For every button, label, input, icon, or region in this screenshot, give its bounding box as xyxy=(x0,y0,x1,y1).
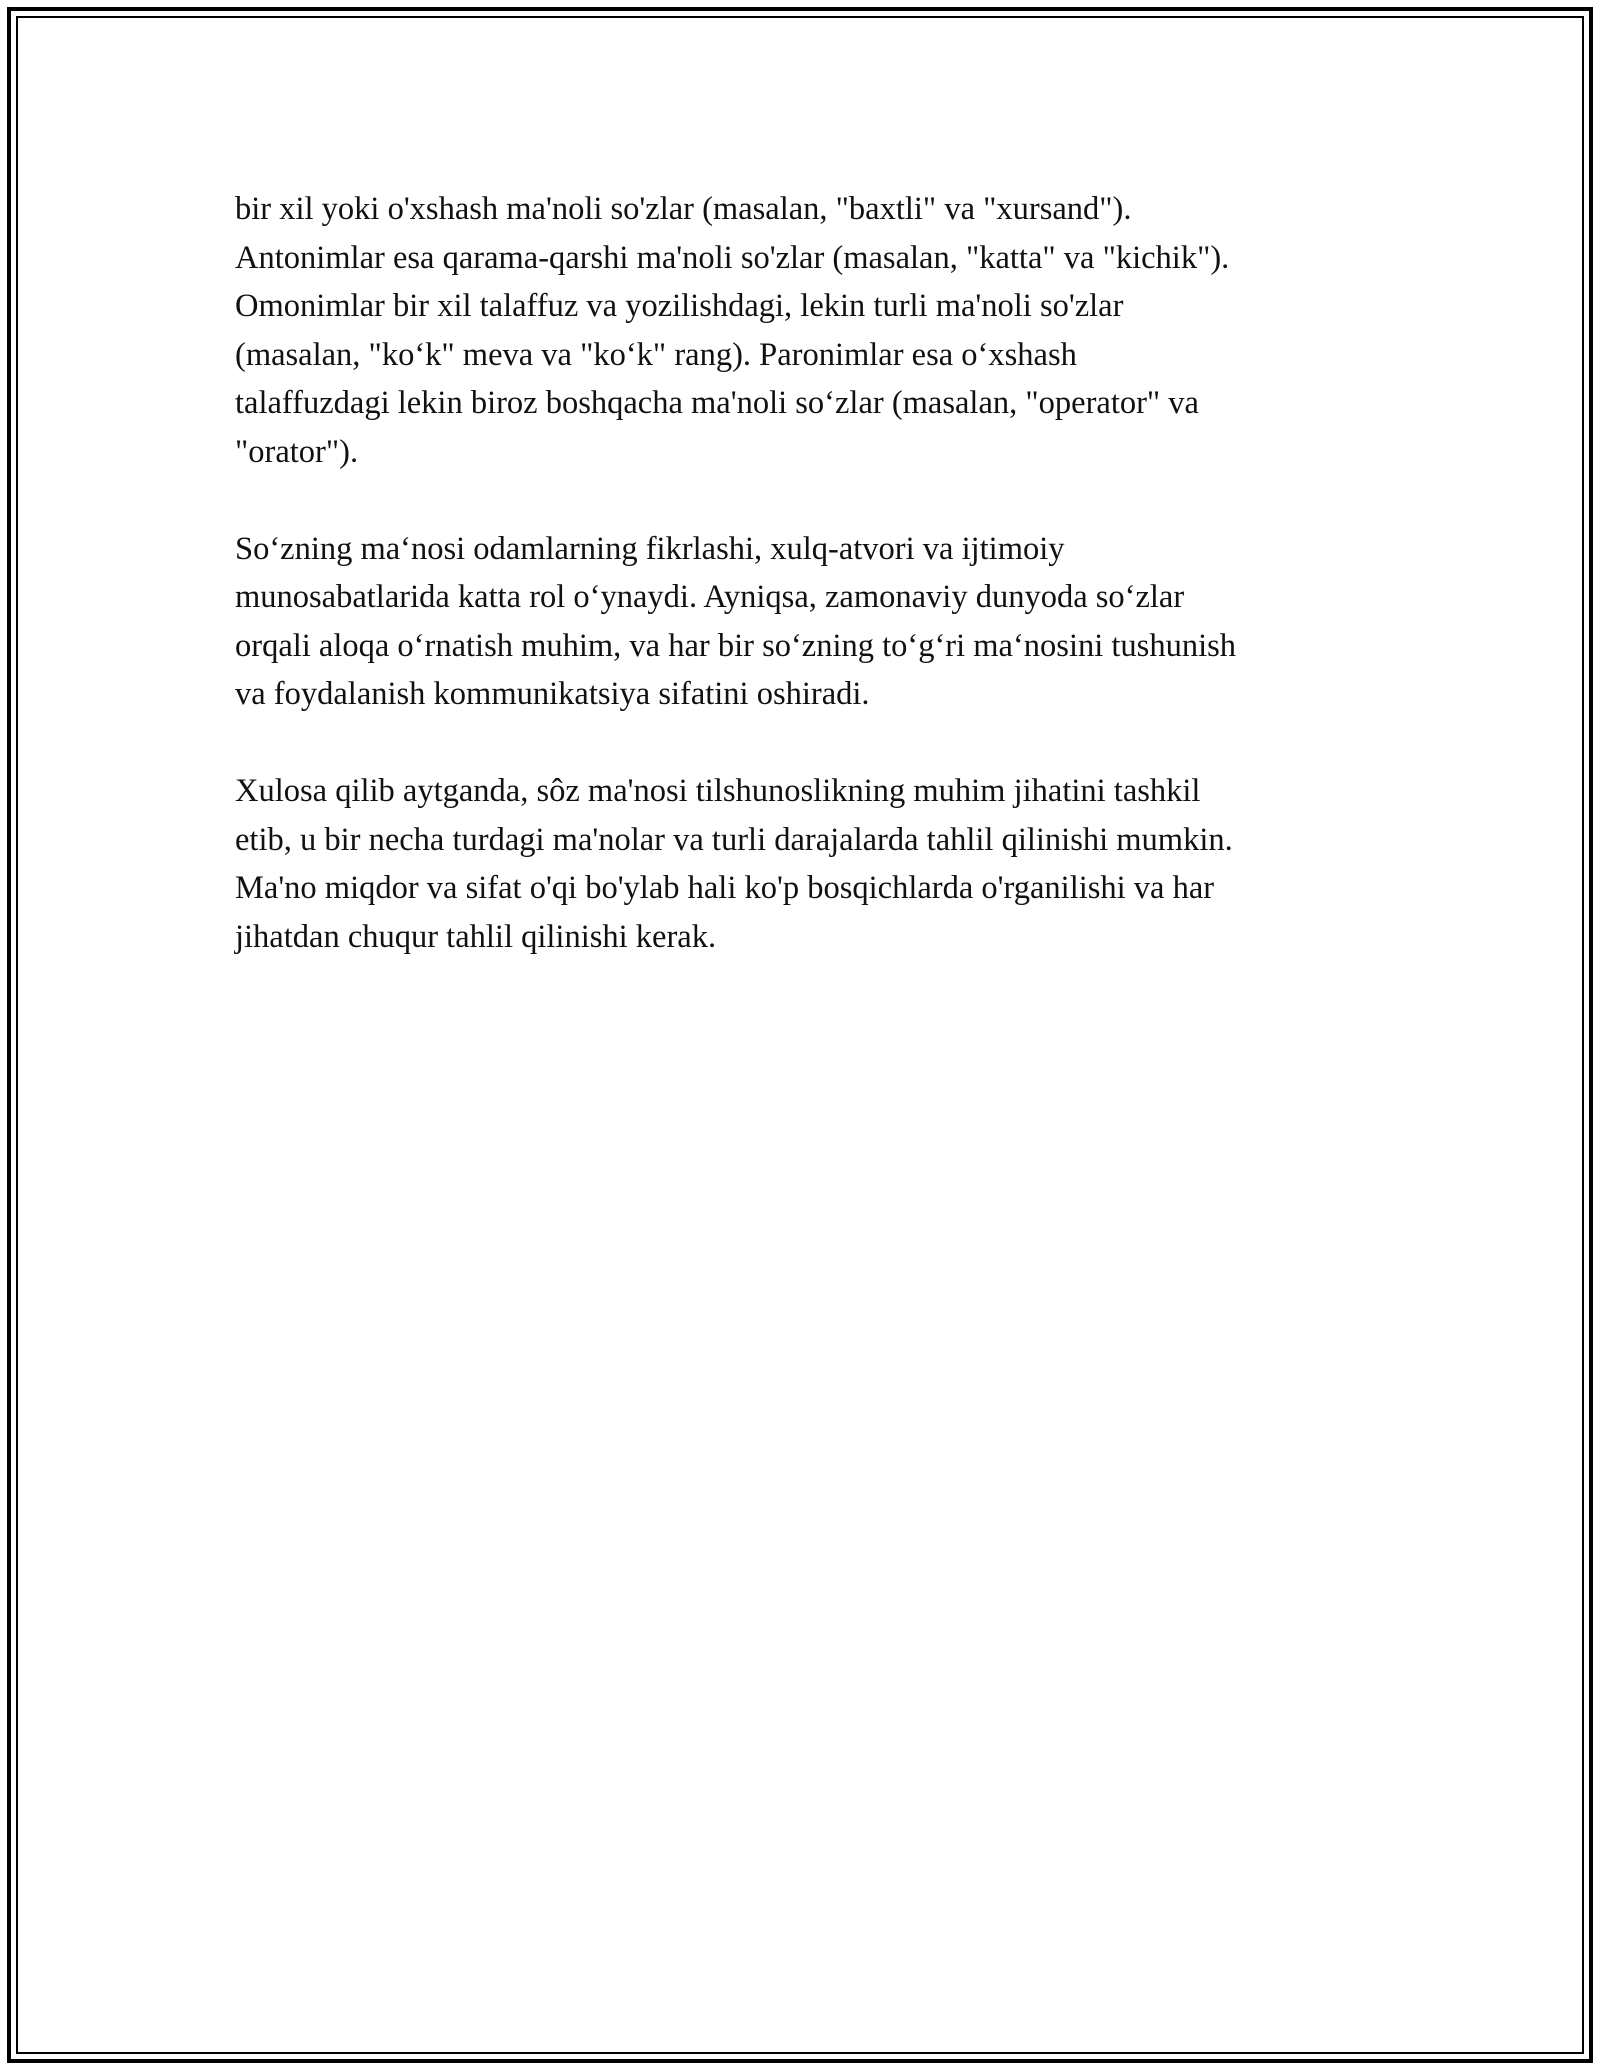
document-body xyxy=(235,185,1375,1010)
paragraph-synonyms-antonyms: bir xil yoki o'xshash ma'noli so'zlar (masalan, "baxtli" va "xursand"). Antonimlar esa qarama-qarshi ma'noli so'zlar (masalan, "katta" va "kichik"). Omonimlar bir xil talaffuz va yozilishdagi, lekin turli ma'noli so'zlar (masalan, "ko‘k" meva va "ko‘k" rang). Paronimlar esa o‘xshash talaffuzdagi lekin biroz boshqacha ma'noli so‘zlar (masalan, "operator" va "orator"). xyxy=(235,191,1230,470)
paragraph-conclusion: Xulosa qilib aytganda, sôz ma'nosi tilshunoslikning muhim jihatini tashkil etib, u bir necha turdagi ma'nolar va turli darajalarda tahlil qilinishi mumkin. Ma'no miqdor va sifat o'qi bo'ylab hali ko'p bosqichlarda o'rganilishi va har jihatdan chuqur tahlil qilinishi kerak. xyxy=(235,773,1233,955)
paragraph-word-meaning-role: So‘zning ma‘nosi odamlarning fikrlashi, xulq-atvori va ijtimoiy munosabatlarida katta rol o‘ynaydi. Ayniqsa, zamonaviy dunyoda so‘zlar orqali aloqa o‘rnatish muhim, va har bir so‘zning to‘g‘ri ma‘nosini tushunish va foydalanish kommunikatsiya sifatini oshiradi. xyxy=(235,530,1236,712)
